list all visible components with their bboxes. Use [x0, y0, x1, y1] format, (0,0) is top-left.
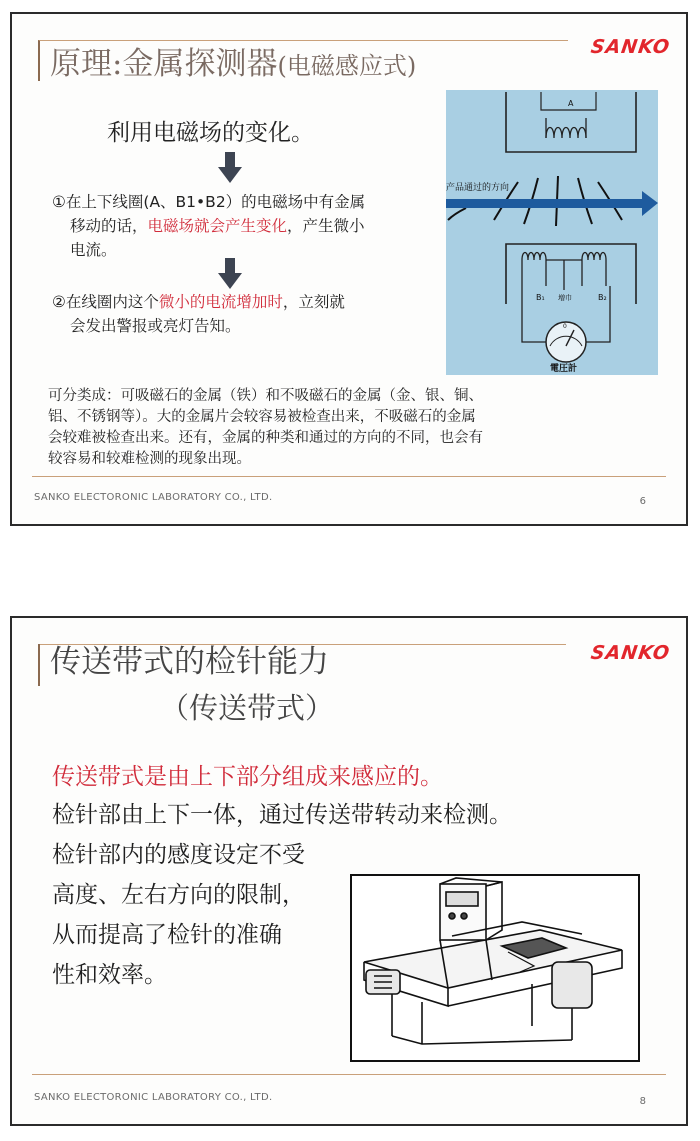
- slide-title-line1: 传送带式的检针能力: [50, 644, 329, 680]
- step2-text: [52, 290, 345, 338]
- body-line: 性和效率。: [52, 962, 167, 988]
- coil-b1-label: B₁: [536, 293, 545, 302]
- intro-red-line: 传送带式是由上下部分组成来感应的。: [52, 764, 443, 790]
- step2-red: 微小的电流增加时: [158, 293, 283, 311]
- direction-label: 产品通过的方向: [446, 183, 510, 193]
- step1-red: 电磁场就会产生变化: [147, 217, 288, 235]
- step1-line2: [52, 214, 365, 238]
- slide-title-line2: （传送带式）: [160, 691, 335, 725]
- page-number: 6: [639, 496, 646, 507]
- step2-a: ②在线圈内这个: [52, 293, 159, 311]
- meter-zero: 0: [563, 323, 567, 330]
- coil-a-label: A: [568, 99, 574, 108]
- title-frame-left: [38, 644, 40, 686]
- body-line: 检针部内的感度设定不受: [52, 842, 305, 868]
- body-line: 检针部由上下一体，通过传送带转动来检测。: [52, 802, 512, 828]
- title-paren: (电磁感应式): [277, 52, 417, 80]
- step1-line1: ①在上下线圈(A、B1•B2）的电磁场中有金属: [52, 193, 366, 211]
- step1-line3: 电流。: [70, 241, 117, 259]
- page-number: 8: [639, 1096, 646, 1107]
- summary-line: 较容易和较难检测的现象出现。: [48, 451, 251, 467]
- amp-label: 増巾: [558, 294, 572, 302]
- heading: 利用电磁场的变化。: [107, 120, 314, 146]
- footer-company: SANKO ELECTORONIC LABORATORY CO., LTD.: [34, 492, 273, 503]
- step2-b: ，立刻就: [282, 293, 345, 311]
- meter-label: 電圧計: [550, 364, 578, 374]
- summary-paragraph: [48, 386, 648, 470]
- coil-diagram-svg: [446, 90, 658, 375]
- slide-principle: [10, 12, 688, 526]
- title-main: 原理:金属探测器: [50, 46, 278, 82]
- conveyor-machine-icon: [352, 876, 634, 1056]
- sanko-logo: SANKO: [589, 36, 672, 58]
- conveyor-machine-illustration: [350, 874, 640, 1062]
- footer-divider: [32, 1074, 666, 1075]
- step2-line2: 会发出警报或亮灯告知。: [70, 317, 241, 335]
- down-arrow-icon: [217, 152, 243, 184]
- upper-coil-icon: [546, 118, 586, 138]
- summary-line: 会较难被检查出来。还有，金属的种类和通过的方向的不同，也会有: [48, 430, 483, 446]
- step1-line2b: ，产生微小: [287, 217, 365, 235]
- body-line: 高度、左右方向的限制，: [52, 882, 305, 908]
- step2-line1: [52, 290, 345, 314]
- step1-text: [52, 190, 365, 262]
- sanko-logo: SANKO: [589, 642, 672, 664]
- lower-coils-icon: [522, 253, 606, 291]
- footer-divider: [32, 476, 666, 477]
- coil-diagram: [446, 90, 658, 375]
- summary-line: 铝、不锈钢等）。大的金属片会较容易被检查出来，不吸磁石的金属: [48, 409, 476, 425]
- footer-company: SANKO ELECTORONIC LABORATORY CO., LTD.: [34, 1092, 273, 1103]
- body-line: 从而提高了检针的准确: [52, 922, 282, 948]
- coil-b2-label: B₂: [598, 293, 607, 302]
- direction-arrowhead: [642, 191, 658, 216]
- slide-title: [50, 38, 416, 83]
- summary-line: 可分类成：可吸磁石的金属（铁）和不吸磁石的金属（金、银、铜、: [48, 388, 483, 404]
- slide-conveyor: [10, 616, 688, 1126]
- direction-arrow: [446, 199, 642, 208]
- step1-line2a: 移动的话，: [70, 217, 148, 235]
- down-arrow-icon: [217, 258, 243, 290]
